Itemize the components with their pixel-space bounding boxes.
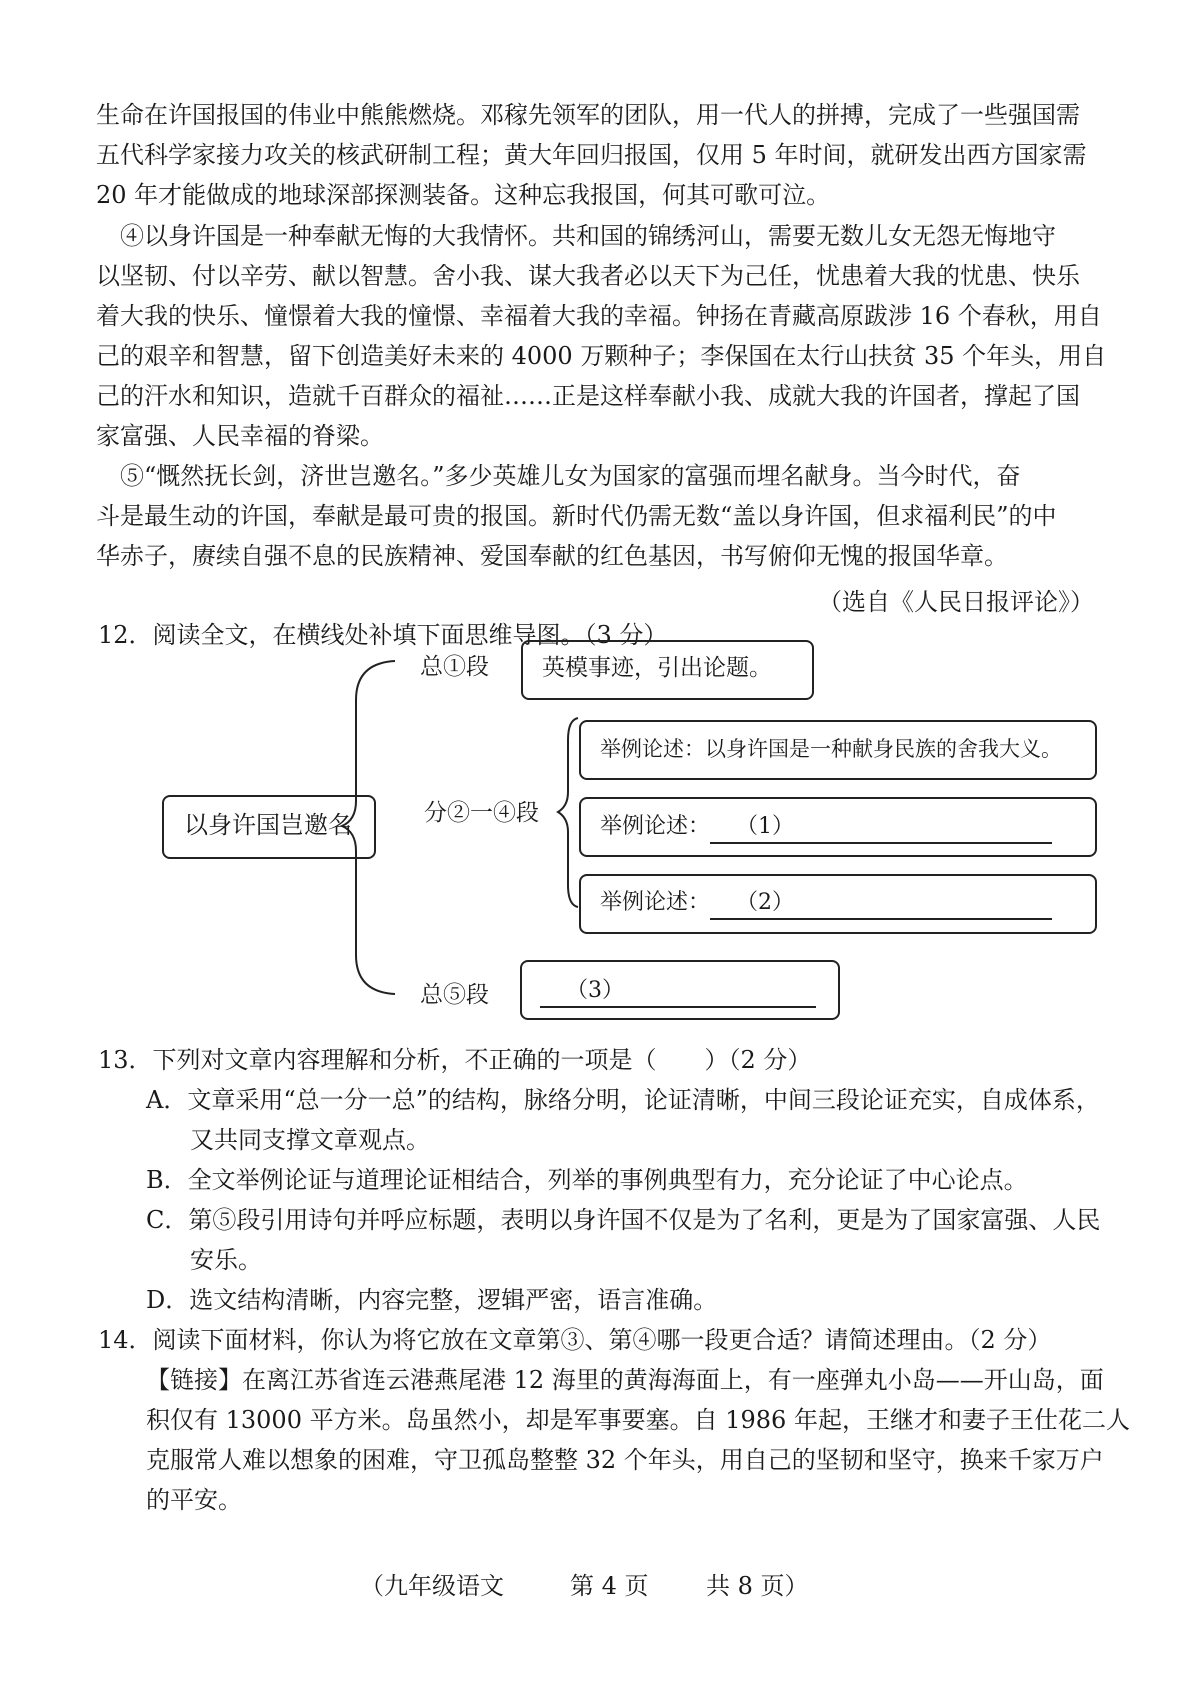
- sub3-text: [600, 888, 1052, 920]
- answer-blank-2[interactable]: （2）: [710, 888, 1052, 920]
- material-line: 克服常人难以想象的困难，守卫孤岛整整 32 个年头，用自己的坚韧和坚守，换来千家万户: [146, 1446, 1104, 1474]
- sub2-prefix: 举例论述：: [600, 814, 711, 839]
- part3-text: [540, 976, 816, 1008]
- article-line: ⑤“慨然抚长剑，济世岂邀名。”多少英雄儿女为国家的富强而埋名献身。当今时代，奋: [120, 462, 1021, 490]
- part3-label: 总⑤段: [420, 982, 489, 1008]
- sub1-text: 举例论述：以身许国是一种献身民族的舍我大义。: [600, 737, 1062, 761]
- question-13-stem: 13．下列对文章内容理解和分析，不正确的一项是（ ）（2 分）: [98, 1046, 812, 1074]
- option-a: A．文章采用“总一分一总”的结构，脉络分明，论证清晰，中间三段论证充实，自成体系，: [146, 1086, 1100, 1114]
- sub3-prefix: 举例论述：: [600, 890, 711, 915]
- article-line: 五代科学家接力攻关的核武研制工程；黄大年回归报国，仅用 5 年时间，就研发出西方国家需: [96, 141, 1087, 169]
- sub2-text: [600, 812, 1052, 844]
- mind-map-root: 以身许国岂邀名: [184, 811, 352, 839]
- part1-box-text: 英模事迹，引出论题。: [542, 655, 772, 681]
- article-line: 家富强、人民幸福的脊梁。: [96, 422, 384, 450]
- article-line: 生命在许国报国的伟业中熊熊燃烧。邓稼先领军的团队，用一代人的拼搏，完成了一些强国需: [96, 101, 1080, 129]
- footer-total: 共 8 页）: [706, 1572, 809, 1600]
- material-line: 的平安。: [146, 1486, 242, 1514]
- article-line: 20 年才能做成的地球深部探测装备。这种忘我报国，何其可歌可泣。: [96, 181, 831, 209]
- article-line: 华赤子，赓续自强不息的民族精神、爱国奉献的红色基因，书写俯仰无愧的报国华章。: [96, 542, 1008, 570]
- option-b: B．全文举例论证与道理论证相结合，列举的事例典型有力，充分论证了中心论点。: [146, 1166, 1028, 1194]
- part2-label: 分②一④段: [424, 800, 539, 826]
- material-line: 积仅有 13000 平方米。岛虽然小，却是军事要塞。自 1986 年起，王继才和妻子王仕花二人: [146, 1406, 1130, 1434]
- footer-page: 第 4 页: [570, 1572, 649, 1600]
- article-source: （选自《人民日报评论》）: [818, 588, 1094, 616]
- material-line: 【链接】在离江苏省连云港燕尾港 12 海里的黄海海面上，有一座弹丸小岛——开山岛，面: [146, 1366, 1104, 1394]
- footer-subject: （九年级语文: [360, 1572, 504, 1600]
- option-c: C．第⑤段引用诗句并呼应标题，表明以身许国不仅是为了名利，更是为了国家富强、人民: [146, 1206, 1101, 1234]
- answer-blank-3[interactable]: （3）: [540, 976, 816, 1008]
- article-line: 己的艰辛和智慧，留下创造美好未来的 4000 万颗种子；李保国在太行山扶贫 35 个年头，用自: [96, 342, 1107, 370]
- article-line: ④以身许国是一种奉献无悔的大我情怀。共和国的锦绣河山，需要无数儿女无怨无悔地守: [120, 222, 1056, 250]
- question-12-stem: 12．阅读全文，在横线处补填下面思维导图。（3 分）: [98, 621, 668, 649]
- option-a-cont: 又共同支撑文章观点。: [190, 1126, 430, 1154]
- article-line: 己的汗水和知识，造就千百群众的福祉……正是这样奉献小我、成就大我的许国者，撑起了国: [96, 382, 1080, 410]
- article-line: 着大我的快乐、憧憬着大我的憧憬、幸福着大我的幸福。钟扬在青藏高原跋涉 16 个春秋，用自: [96, 302, 1102, 330]
- question-14-stem: 14．阅读下面材料，你认为将它放在文章第③、第④哪一段更合适？请简述理由。（2 分）: [98, 1326, 1052, 1354]
- article-line: 斗是最生动的许国，奉献是最可贵的报国。新时代仍需无数“盖以身许国，但求福利民”的中: [96, 502, 1057, 530]
- article-line: 以坚韧、付以辛劳、献以智慧。舍小我、谋大我者必以天下为己任，忧患着大我的忧患、快乐: [96, 262, 1080, 290]
- answer-blank-1[interactable]: （1）: [710, 812, 1052, 844]
- part1-label: 总①段: [420, 654, 489, 680]
- option-d: D．选文结构清晰，内容完整，逻辑严密，语言准确。: [146, 1286, 718, 1314]
- option-c-cont: 安乐。: [190, 1246, 262, 1274]
